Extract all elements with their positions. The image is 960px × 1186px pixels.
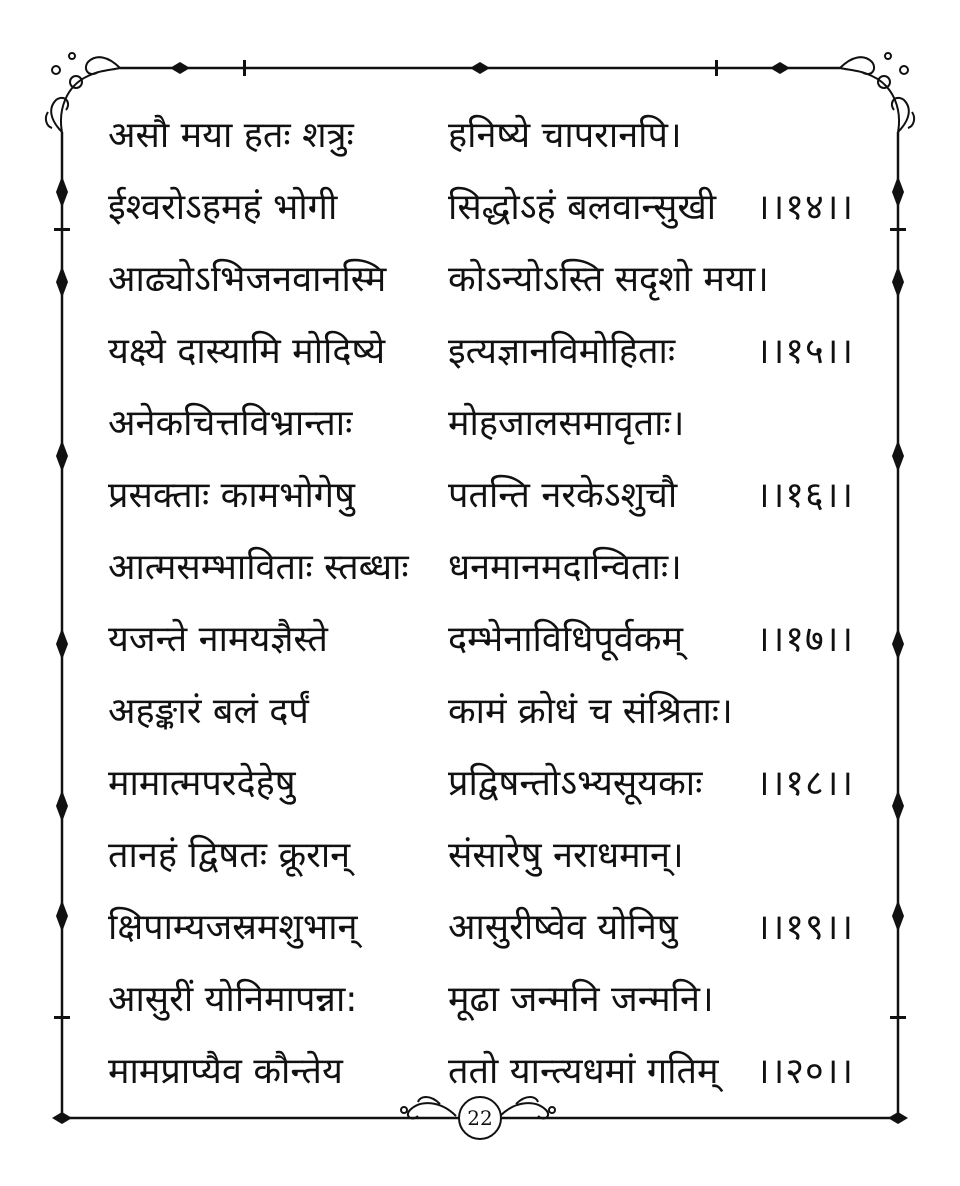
half-verse-right: इत्यज्ञानविमोहिताः: [448, 331, 676, 372]
half-verse-left: मामप्राप्यैव कौन्तेय: [108, 1051, 343, 1092]
verse-number: ।।१६।।: [755, 475, 854, 516]
stanza: [108, 820, 868, 964]
verse-line: [108, 532, 868, 604]
half-verse-right: आसुरीष्वेव योनिषु: [448, 907, 678, 948]
half-verse-left: अनेकचित्तविभ्रान्ताः: [108, 403, 353, 444]
half-verse-right: दम्भेनाविधिपूर्वकम्: [448, 619, 683, 660]
verse-line: [108, 676, 868, 748]
verse-line: [108, 388, 868, 460]
verse-line: [108, 460, 868, 532]
stanza: [108, 964, 868, 1108]
verse-line: [108, 964, 868, 1036]
half-verse-left: क्षिपाम्यजस्रमशुभान्: [108, 907, 358, 948]
half-verse-left: असौ मया हतः शत्रुः: [108, 115, 354, 156]
stanza: [108, 388, 868, 532]
half-verse-right: ततो यान्त्यधमां गतिम्: [448, 1051, 719, 1092]
verse-block: [108, 100, 868, 1108]
half-verse-left: यजन्ते नामयज्ञैस्ते: [108, 619, 328, 660]
verse-number: ।।१७।।: [755, 619, 854, 660]
verse-number: ।।२०।।: [755, 1051, 854, 1092]
verse-line: [108, 892, 868, 964]
half-verse-left: यक्ष्ये दास्यामि मोदिष्ये: [108, 331, 386, 372]
half-verse-left: अहङ्कारं बलं दर्पं: [108, 691, 309, 732]
verse-line: [108, 748, 868, 820]
half-verse-left: प्रसक्ताः कामभोगेषु: [108, 475, 355, 516]
verse-line: [108, 244, 868, 316]
verse-number: ।।१४।।: [755, 187, 854, 228]
page-number: 22: [458, 1096, 502, 1140]
half-verse-right: मूढा जन्मनि जन्मनि।: [448, 979, 714, 1020]
verse-line: [108, 604, 868, 676]
half-verse-left: आढ्योऽभिजनवानस्मि: [108, 259, 387, 300]
half-verse-left: तानहं द्विषतः क्रूरान्: [108, 835, 351, 876]
stanza: [108, 100, 868, 244]
half-verse-right: मोहजालसमावृताः।: [448, 403, 685, 444]
verse-line: [108, 820, 868, 892]
verse-number: ।।१८।।: [755, 763, 854, 804]
verse-line: [108, 100, 868, 172]
half-verse-right: कोऽन्योऽस्ति सदृशो मया।: [448, 259, 769, 300]
half-verse-left: मामात्मपरदेहेषु: [108, 763, 296, 804]
stanza: [108, 244, 868, 388]
half-verse-left: ईश्वरोऽहमहं भोगी: [108, 187, 338, 228]
half-verse-left: आसुरीं योनिमापन्ना:: [108, 979, 358, 1020]
stanza: [108, 676, 868, 820]
verse-line: [108, 316, 868, 388]
half-verse-right: प्रद्विषन्तोऽभ्यसूयकाः: [448, 763, 703, 804]
half-verse-left: आत्मसम्भाविताः स्तब्धाः: [108, 547, 409, 588]
verse-number: ।।१५।।: [755, 331, 854, 372]
half-verse-right: सिद्धोऽहं बलवान्सुखी: [448, 187, 717, 228]
verse-number: ।।१९।।: [755, 907, 854, 948]
half-verse-right: पतन्ति नरकेऽशुचौ: [448, 475, 678, 516]
verse-line: [108, 172, 868, 244]
half-verse-right: धनमानमदान्विताः।: [448, 547, 682, 588]
half-verse-right: कामं क्रोधं च संश्रिताः।: [448, 691, 733, 732]
stanza: [108, 532, 868, 676]
half-verse-right: हनिष्ये चापरानपि।: [448, 115, 682, 156]
half-verse-right: संसारेषु नराधमान्।: [448, 835, 684, 876]
